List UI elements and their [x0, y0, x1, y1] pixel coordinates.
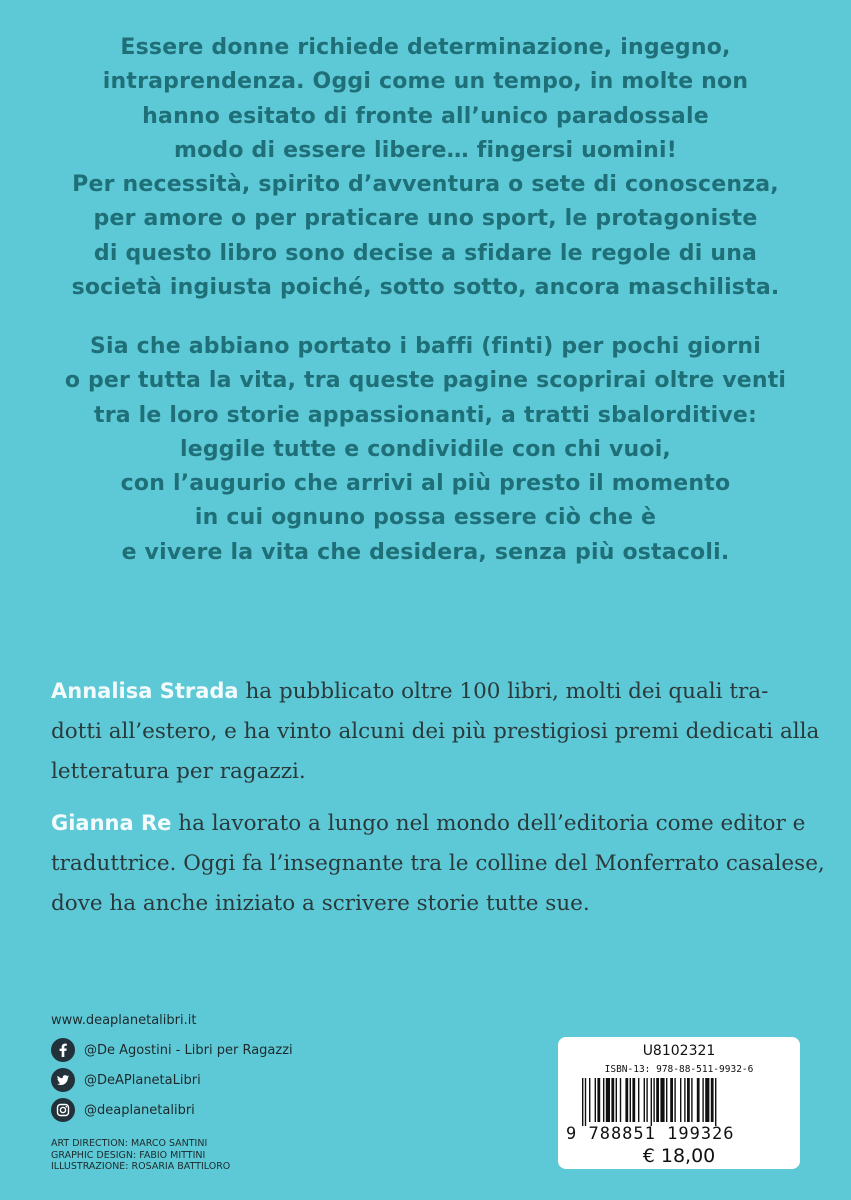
barcode-bar	[656, 1078, 659, 1122]
credit-line: ART DIRECTION: MARCO SANTINI	[51, 1138, 208, 1149]
author-bio-strada	[51, 671, 820, 792]
barcode-label	[558, 1037, 800, 1169]
blurb-line: o per tutta la vita, tra queste pagine scoprirai oltre venti	[64, 368, 787, 394]
price: € 18,00	[642, 1145, 716, 1167]
barcode-bar	[595, 1078, 596, 1122]
barcode-bar	[603, 1078, 604, 1122]
blurb-line: Sia che abbiano portato i baffi (finti) per pochi giorni	[89, 334, 762, 359]
barcode-bar	[582, 1078, 583, 1126]
social-facebook-label: @De Agostini - Libri per Ragazzi	[84, 1042, 293, 1058]
blurb-line: società ingiusta poiché, sotto sotto, ancora maschilista.	[71, 275, 780, 301]
bio-text: dove ha anche iniziato a scrivere storie tutte sue.	[51, 891, 590, 916]
barcode-digits: 9 788851 199326	[566, 1124, 735, 1144]
blurb-line: tra le loro storie appassionanti, a tratti sbalorditive:	[94, 402, 757, 428]
blurb-paragraph-2	[40, 330, 811, 570]
barcode-bar	[715, 1078, 716, 1126]
bio-text: letteratura per ragazzi.	[51, 759, 306, 784]
barcode-bar	[625, 1078, 628, 1122]
barcode-bar	[666, 1078, 667, 1122]
barcode-bar	[620, 1078, 621, 1122]
author-name: Annalisa Strada	[51, 679, 239, 703]
barcode-bar	[644, 1078, 645, 1122]
barcode-bar	[702, 1078, 703, 1122]
blurb-line: Per necessità, spirito d’avventura o sete di conoscenza,	[72, 172, 779, 198]
barcode-bar	[691, 1078, 692, 1122]
barcode-bar	[632, 1078, 635, 1122]
barcode-bar	[653, 1078, 654, 1122]
barcode-bars	[580, 1078, 780, 1126]
product-code: U8102321	[642, 1043, 716, 1059]
barcode-bar	[680, 1078, 681, 1122]
bio-text: ha pubblicato oltre 100 libri, molti dei quali tra-	[238, 679, 769, 704]
blurb-line: intraprendenza. Oggi come un tempo, in molte non	[102, 69, 749, 95]
social-instagram-label: @deaplanetalibri	[84, 1102, 195, 1118]
social-instagram[interactable]	[51, 1098, 195, 1122]
blurb-line: Essere donne richiede determinazione, ingegno,	[120, 35, 731, 60]
isbn-text: ISBN-13: 978-88-511-9932-6	[604, 1064, 754, 1075]
facebook-icon	[51, 1038, 75, 1062]
author-name: Gianna Re	[51, 811, 172, 835]
credit-line: ILLUSTRAZIONE: ROSARIA BATTILORO	[51, 1161, 231, 1172]
bio-text: dotti all’estero, e ha vinto alcuni dei più prestigiosi premi dedicati alla	[51, 719, 820, 744]
barcode-bar	[585, 1078, 586, 1126]
blurb-paragraph-1	[40, 31, 811, 305]
blurb-line: leggile tutte e condividile con chi vuoi,	[180, 436, 671, 462]
bio-text: ha lavorato a lungo nel mondo dell’editoria come editor e	[171, 811, 806, 836]
author-bio-re	[51, 803, 825, 924]
barcode-bar	[606, 1078, 610, 1122]
bio-text: traduttrice. Oggi fa l’insegnante tra le colline del Monferrato casalese,	[51, 851, 825, 876]
barcode-bar	[589, 1078, 590, 1122]
instagram-icon	[51, 1098, 75, 1122]
blurb-line: e vivere la vita che desidera, senza più ostacoli.	[121, 539, 730, 565]
credits	[51, 1138, 230, 1173]
blurb-line: modo di essere libere… fingersi uomini!	[173, 137, 677, 163]
social-twitter-label: @DeAPlanetaLibri	[84, 1072, 201, 1088]
barcode-bar	[630, 1078, 631, 1122]
blurb-line: in cui ognuno possa essere ciò che è	[194, 505, 657, 531]
barcode-bar	[670, 1078, 673, 1122]
barcode-bar	[646, 1078, 647, 1122]
social-facebook[interactable]	[51, 1038, 293, 1062]
blurb-line: hanno esitato di fronte all’unico paradossale	[142, 103, 709, 129]
credit-line: GRAPHIC DESIGN: FABIO MITTINI	[51, 1149, 206, 1161]
barcode-bar	[674, 1078, 675, 1122]
barcode-bar	[705, 1078, 709, 1122]
blurb-line: per amore o per praticare uno sport, le protagoniste	[93, 206, 758, 232]
barcode-bar	[687, 1078, 690, 1122]
barcode-bar	[651, 1078, 652, 1126]
blurb-line: di questo libro sono decise a sfidare le regole di una	[93, 240, 758, 266]
barcode-bar	[684, 1078, 685, 1122]
barcode-bar	[711, 1078, 714, 1122]
barcode-bar	[616, 1078, 617, 1122]
barcode-bar	[597, 1078, 600, 1122]
website-link[interactable]: www.deaplanetalibri.it	[51, 1013, 197, 1028]
barcode-bar	[638, 1078, 639, 1122]
barcode-bar	[611, 1078, 614, 1122]
social-twitter[interactable]	[51, 1068, 201, 1092]
barcode-bar	[660, 1078, 664, 1122]
blurb-line: con l’augurio che arrivi al più presto il momento	[120, 471, 731, 497]
twitter-icon	[51, 1068, 75, 1092]
barcode-bar	[697, 1078, 700, 1122]
